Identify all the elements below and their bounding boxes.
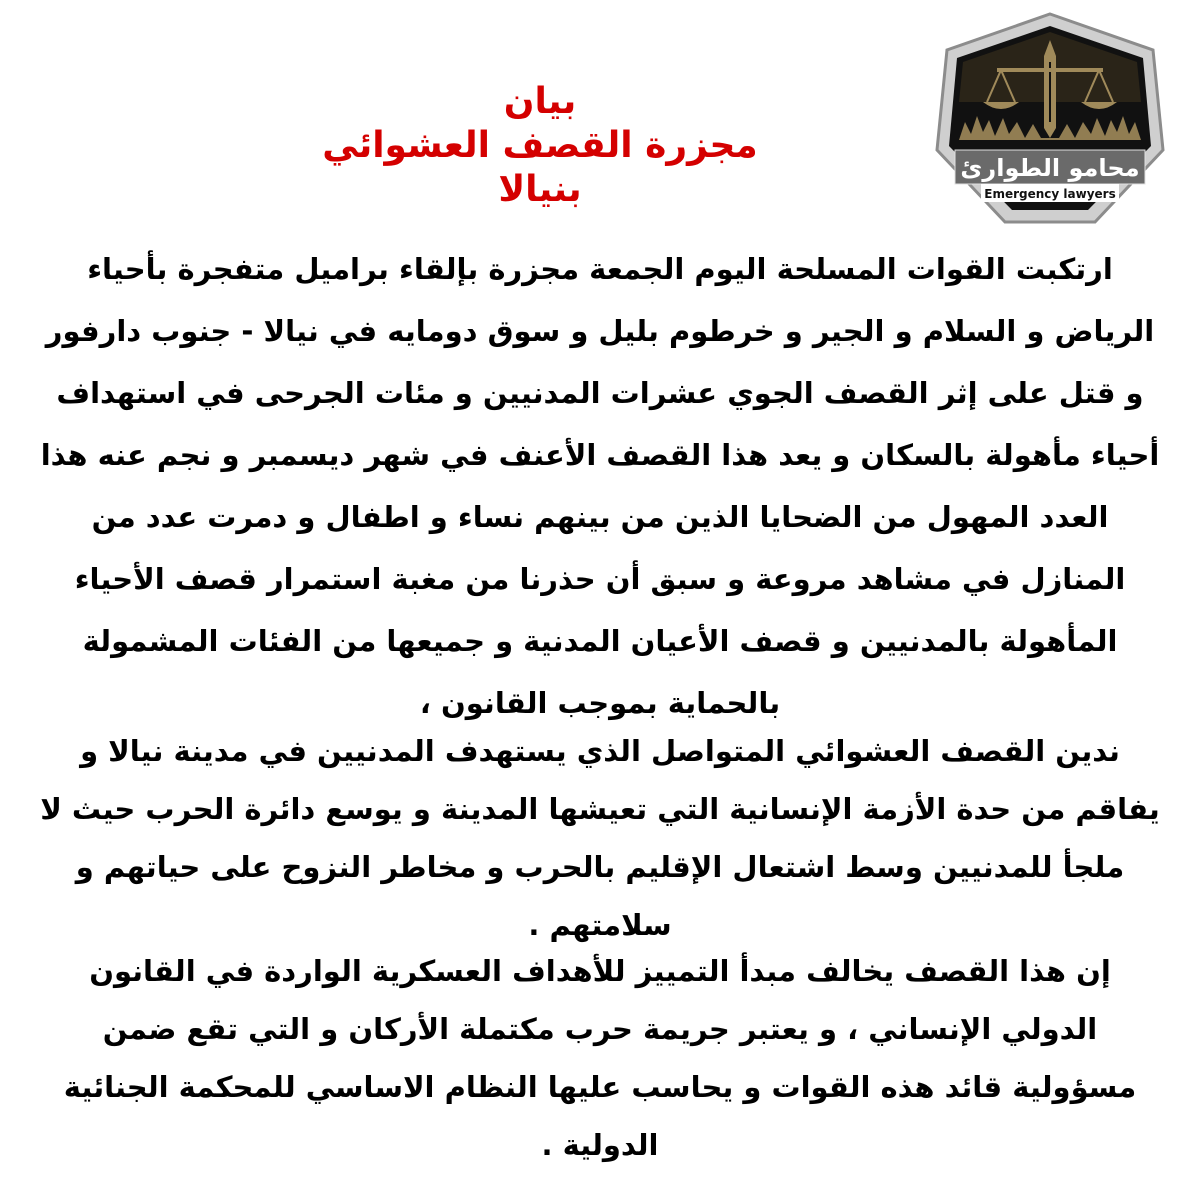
- page-subtitle: مجزرة القصف العشوائي بنيالا: [322, 125, 758, 210]
- statement-paragraph-1: ارتكبت القوات المسلحة اليوم الجمعة مجزرة بإلقاء براميل متفجرة بأحياء الرياض و السلام و الجير و خرطوم بليل و سوق دومايه في نيالا - جنوب دارفور و قتل على إثر القصف الجوي عشرات المدنيين و مئات الجرحى في استهداف أحياء مأهولة بالسكان و يعد هذا القصف الأعنف في شهر ديسمبر و نجم عنه هذا العدد المهول من الضحايا الذين من بينهم نساء و اطفال و دمرت عدد من المنازل في مشاهد مروعة و سبق أن حذرنا من مغبة استمرار قصف الأحياء المأهولة بالمدنيين و قصف الأعيان المدنية و جميعها من الفئات المشمولة بالحماية بموجب القانون ،: [40, 252, 1160, 720]
- emergency-lawyers-logo: [925, 10, 1175, 228]
- statement-body: [40, 238, 1160, 1174]
- logo-name-ar: محامو الطوارئ: [960, 154, 1140, 182]
- statement-paragraph-2: ندين القصف العشوائي المتواصل الذي يستهدف المدنيين في مدينة نيالا و يفاقم من حدة الأزمة الإنسانية التي تعيشها المدينة و يوسع دائرة الحرب حيث لا ملجأ للمدنيين وسط اشتعال الإقليم بالحرب و مخاطر النزوح على حياتهم و سلامتهم .: [40, 734, 1160, 942]
- statement-paragraph-3: إن هذا القصف يخالف مبدأ التمييز للأهداف العسكرية الواردة في القانون الدولي الإنساني ، و يعتبر جريمة حرب مكتملة الأركان و التي تقع ضمن مسؤولية قائد هذه القوات و يحاسب عليها النظام الاساسي للمحكمة الجنائية الدولية .: [63, 954, 1137, 1162]
- page-title: بيان: [503, 81, 577, 122]
- logo-name-en: Emergency lawyers: [984, 187, 1116, 201]
- shield-logo-icon: [925, 10, 1175, 228]
- statement-header: [300, 80, 780, 212]
